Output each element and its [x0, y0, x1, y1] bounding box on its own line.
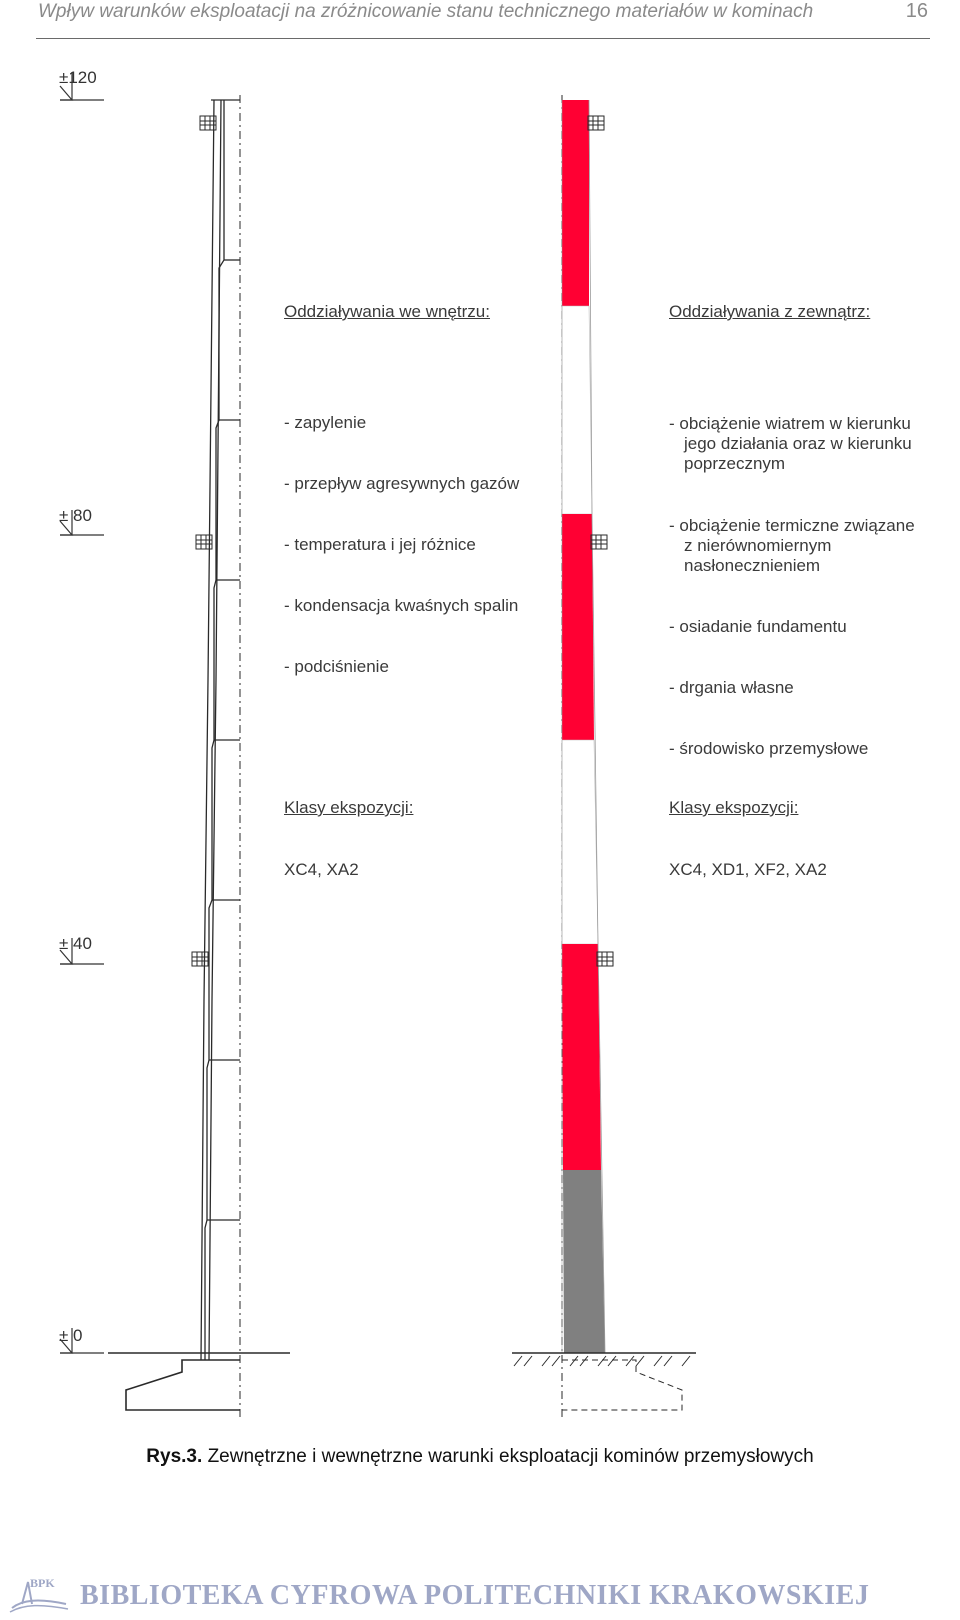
outside-item: nasłonecznieniem	[684, 556, 821, 575]
inside-item: - zapylenie	[284, 413, 367, 432]
white-band-2	[562, 740, 598, 944]
level-label-120: ±120	[59, 68, 97, 87]
outside-item: z nierównomiernym	[684, 536, 832, 555]
inside-item: - przepływ agresywnych gazów	[284, 474, 520, 493]
outside-item: - środowisko przemysłowe	[669, 739, 869, 758]
header-title: Wpływ warunków eksploatacji na zróżnicowanie stanu technicznego materiałów w kominach	[38, 1, 814, 22]
outside-item: - obciążenie termiczne związane	[669, 516, 915, 535]
page-number: 16	[905, 0, 928, 22]
inside-item: - podciśnienie	[284, 657, 389, 676]
red-band-top	[562, 100, 589, 306]
level-label-0: ± 0	[59, 1326, 83, 1345]
inside-item: - temperatura i jej różnice	[284, 535, 476, 554]
figure-caption-label: Rys.3.	[146, 1446, 203, 1467]
outside-item: poprzecznym	[684, 454, 786, 473]
figure-caption-text: Zewnętrzne i wewnętrzne warunki eksploatacji kominów przemysłowych	[207, 1446, 814, 1467]
outside-classes: XC4, XD1, XF2, XA2	[669, 860, 827, 879]
footer-text: BIBLIOTEKA CYFROWA POLITECHNIKI KRAKOWSKIEJ	[80, 1580, 870, 1611]
figure-caption	[0, 1446, 960, 1468]
inside-heading: Oddziaływania we wnętrzu:	[284, 302, 490, 321]
outside-heading: Oddziaływania z zewnątrz:	[669, 302, 871, 321]
level-label-40: ± 40	[59, 934, 92, 953]
outside-item: jego działania oraz w kierunku	[684, 434, 912, 453]
outside-item: - drgania własne	[669, 678, 794, 697]
footer-logo-text: BPK	[30, 1576, 55, 1590]
level-label-80: ± 80	[59, 506, 92, 525]
red-band-2	[562, 514, 594, 740]
chimney-section	[108, 95, 290, 1420]
inside-classes-heading: Klasy ekspozycji:	[284, 798, 414, 817]
inside-classes: XC4, XA2	[284, 860, 359, 879]
outside-item: - osiadanie fundamentu	[669, 617, 847, 636]
gray-band-base	[563, 1170, 605, 1353]
outside-classes-heading: Klasy ekspozycji:	[669, 798, 799, 817]
white-band-1	[562, 306, 592, 514]
red-band-3	[562, 944, 601, 1170]
inside-item: - kondensacja kwaśnych spalin	[284, 596, 519, 615]
page-footer	[0, 1570, 960, 1620]
outside-item: - obciążenie wiatrem w kierunku	[669, 414, 911, 433]
